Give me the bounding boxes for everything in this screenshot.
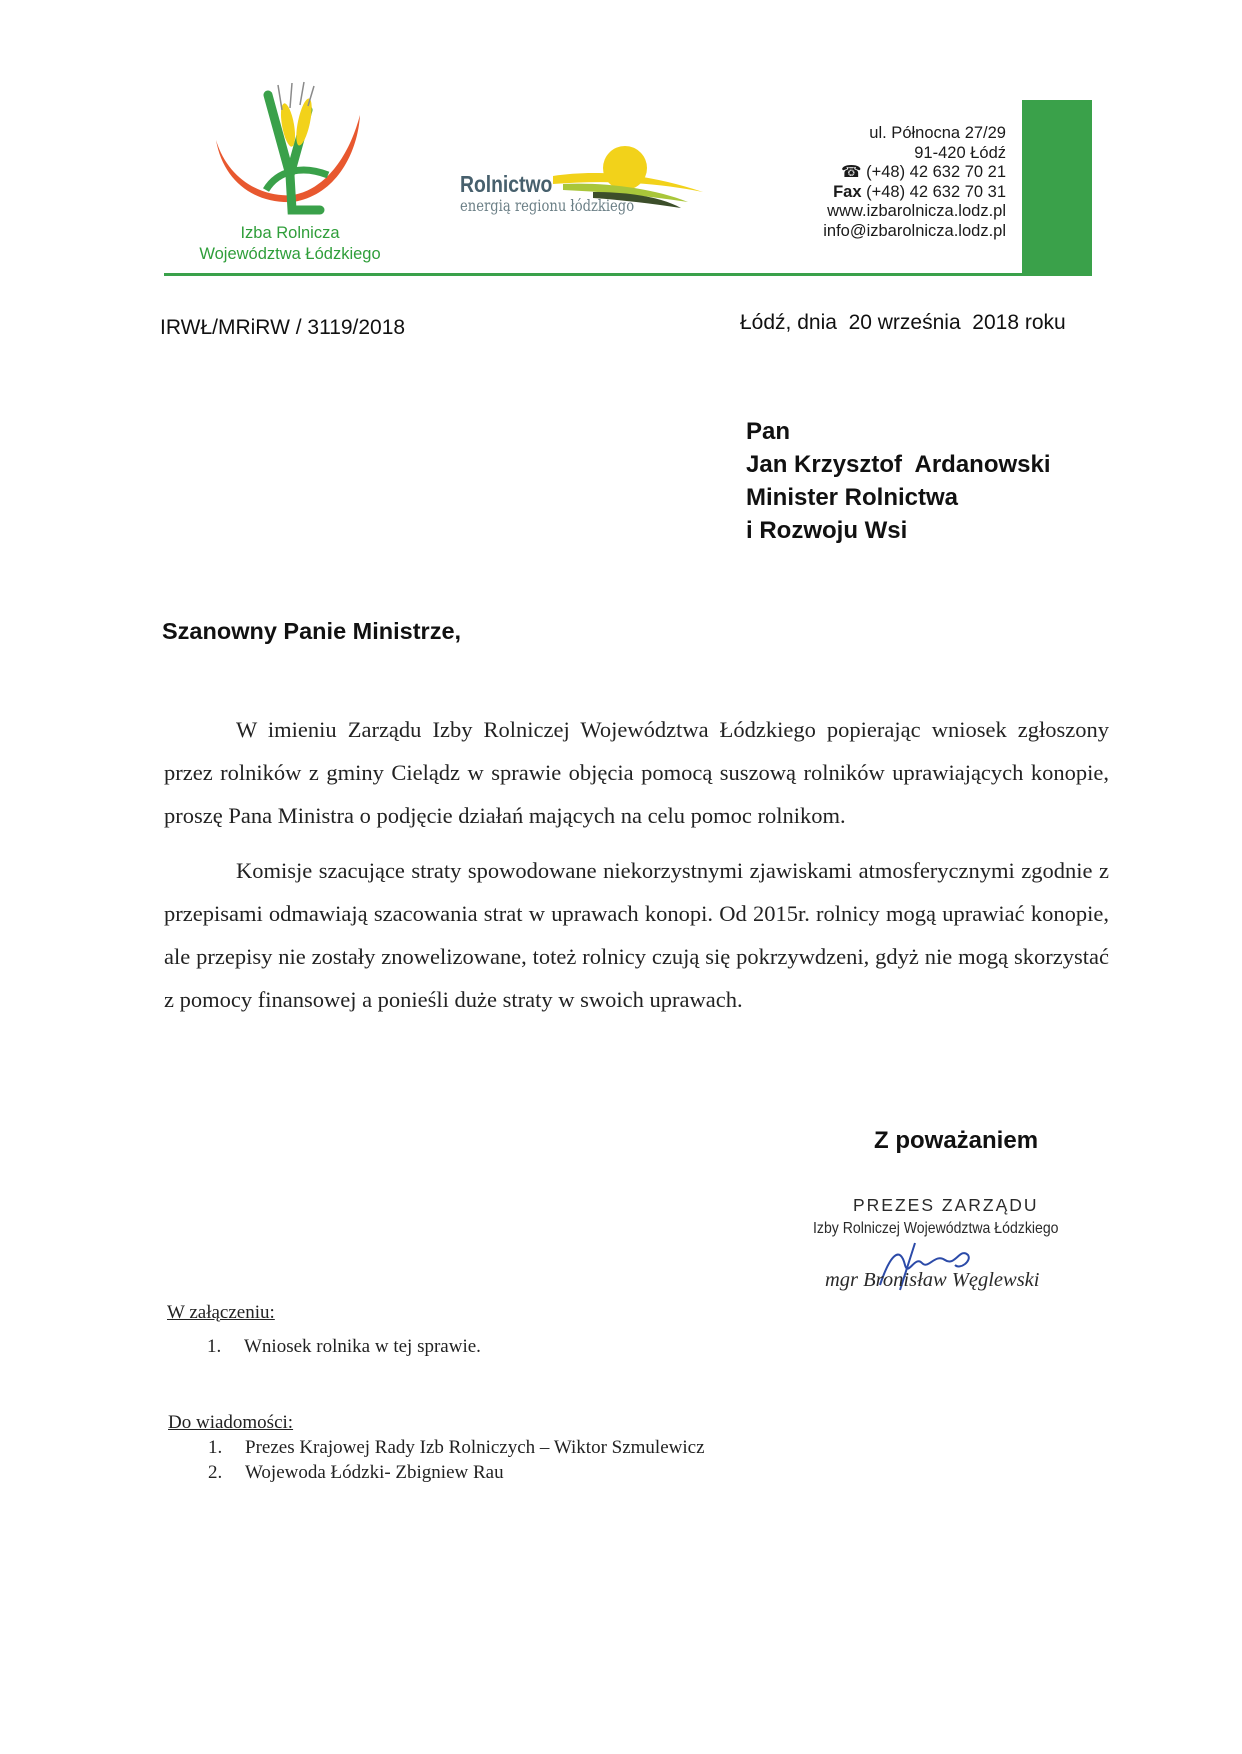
- stamp-org: Izby Rolniczej Województwa Łódzkiego: [813, 1220, 1059, 1237]
- header-divider: [164, 273, 1092, 276]
- header-green-block: [1022, 100, 1092, 276]
- paragraph: W imieniu Zarządu Izby Rolniczej Województwa Łódzkiego popierając wniosek zgłoszony przez rolników z gminy Cielądz w sprawie objęcia pomocą suszową rolników uprawiających konopie, proszę Pana Ministra o podjęcie działań mających na celu pomoc rolnikom.: [164, 717, 1109, 828]
- chamber-emblem-icon: [208, 80, 368, 220]
- list-item: [168, 1435, 705, 1460]
- attachments-heading: W załączeniu:: [167, 1302, 275, 1323]
- signatory-name: mgr Bronisław Węglewski: [825, 1269, 1040, 1291]
- telephone-icon: ☎: [840, 163, 862, 182]
- letter-body: [164, 708, 1109, 1033]
- contact-address: [823, 124, 1006, 242]
- website: www.izbarolnicza.lodz.pl: [827, 202, 1006, 221]
- addressee-line: Jan Krzysztof Ardanowski: [746, 451, 1051, 478]
- addressee-line: Minister Rolnictwa: [746, 484, 959, 511]
- closing: Z poważaniem: [874, 1127, 1039, 1154]
- org-name-line1: Izba Rolnicza: [240, 224, 340, 242]
- item-number: 2.: [208, 1462, 223, 1483]
- addressee-line: i Rozwoju Wsi: [746, 517, 908, 544]
- org-name-line2: Województwa Łódzkiego: [199, 245, 381, 263]
- stamp-title: PREZES ZARZĄDU: [853, 1195, 1039, 1215]
- phone-number: (+48) 42 632 70 21: [866, 163, 1006, 182]
- letter-date: Łódź, dnia 20 września 2018 roku: [740, 311, 1066, 334]
- fax-number: (+48) 42 632 70 31: [866, 182, 1006, 201]
- street: ul. Północna 27/29: [869, 124, 1006, 142]
- copies-to: [168, 1410, 705, 1485]
- fax-label: Fax: [833, 182, 862, 201]
- salutation: Szanowny Panie Ministrze,: [162, 618, 462, 644]
- cc-heading: Do wiadomości:: [168, 1412, 294, 1433]
- email: info@izbarolnicza.lodz.pl: [823, 221, 1006, 240]
- addressee: [746, 415, 1051, 547]
- item-text: Prezes Krajowej Rady Izb Rolniczych – Wiktor Szmulewicz: [245, 1437, 705, 1458]
- item-text: Wniosek rolnika w tej sprawie.: [244, 1336, 481, 1357]
- campaign-subtitle: energią regionu łódzkiego: [460, 196, 635, 215]
- item-text: Wojewoda Łódzki- Zbigniew Rau: [245, 1462, 504, 1483]
- chamber-logo: [170, 80, 410, 275]
- item-number: 1.: [208, 1437, 223, 1458]
- campaign-logo: [458, 140, 698, 220]
- list-item: [168, 1460, 705, 1485]
- paragraph: Komisje szacujące straty spowodowane niekorzystnymi zjawiskami atmosferycznymi zgodnie z przepisami odmawiają szacowania strat w uprawach konopi. Od 2015r. rolnicy mogą uprawiać konopie, ale przepisy nie zostały znowelizowane, toteż rolnicy czują się pokrzywdzeni, gdyż nie mogą skorzystać z pomocy finansowej a ponieśli duże straty w swoich uprawach.: [164, 858, 1109, 1012]
- addressee-line: Pan: [746, 418, 791, 445]
- attachments: [167, 1302, 481, 1358]
- list-item: [167, 1336, 481, 1358]
- campaign-title: Rolnictwo: [460, 171, 553, 197]
- reference-number: IRWŁ/MRiRW / 3119/2018: [160, 316, 406, 339]
- postal-code: 91-420 Łódź: [914, 143, 1006, 162]
- item-number: 1.: [207, 1336, 222, 1357]
